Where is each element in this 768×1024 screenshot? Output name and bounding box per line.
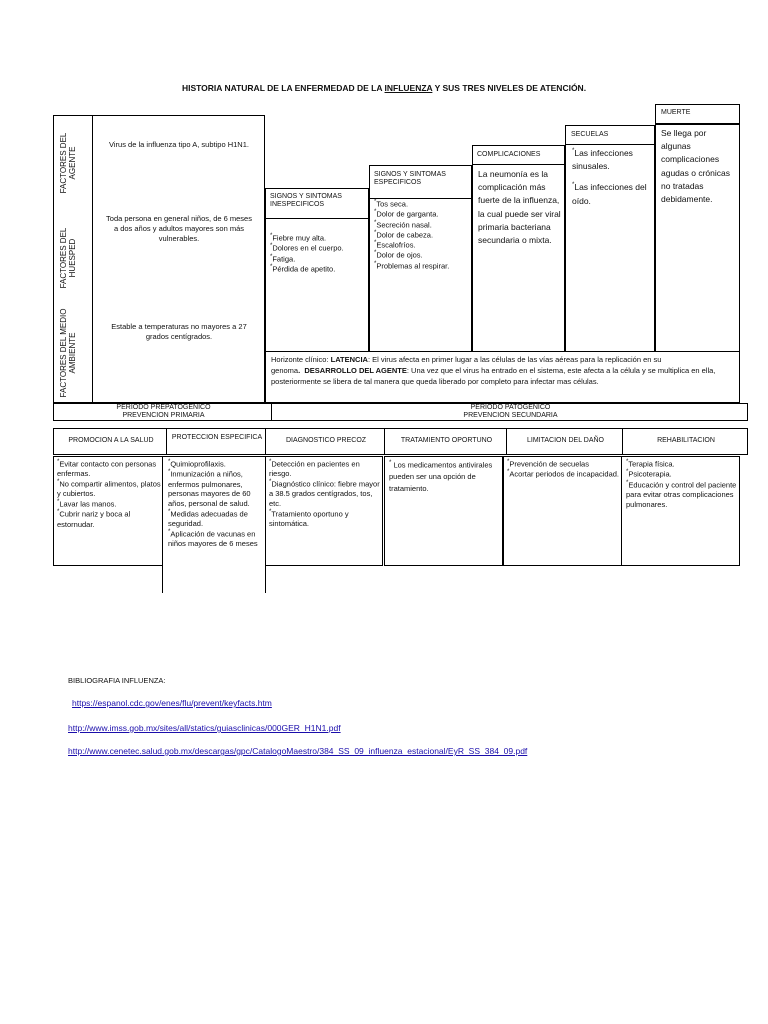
list-item: *Tratamiento oportuno y sintomática.	[269, 508, 349, 528]
list-item: *Quimioprofilaxis.	[168, 459, 226, 469]
muerte-text: Se llega por algunas complicaciones agudas o crónicas no tratadas debidamente.	[661, 128, 730, 204]
especificos-body	[369, 198, 472, 352]
list-item: *Lavar las manos.	[57, 499, 117, 509]
bibliography-link-cdc[interactable]: https://espanol.cdc.gov/enes/flu/prevent/keyfacts.htm	[72, 698, 272, 708]
header-proteccion: PROTECCION ESPECIFICA	[166, 428, 266, 455]
especificos-label: SIGNOS Y SINTOMAS ESPECIFICOS	[374, 171, 446, 187]
prepatogenico-label: PERIODO PREPATOGENICO	[116, 404, 211, 411]
body-promocion	[53, 456, 163, 566]
bibliography-label: BIBLIOGRAFIA INFLUENZA:	[68, 676, 166, 685]
list-item: *Fiebre muy alta.	[270, 233, 327, 243]
bibliography-link-imss[interactable]: http://www.imss.gob.mx/sites/all/statics/guiasclinicas/000GER_H1N1.pdf	[68, 723, 341, 733]
factor-huesped-label: FACTORES DEL HUESPED	[59, 227, 78, 289]
prevencion-primaria-label: PREVENCION PRIMARIA	[122, 412, 205, 419]
complicaciones-header	[472, 145, 565, 165]
list-item: *Prevención de secuelas	[507, 459, 589, 469]
inespecificos-label: SIGNOS Y SINTOMAS INESPECIFICOS	[270, 193, 342, 209]
horizonte-clinico	[265, 351, 740, 403]
list-item: *Dolor de cabeza.	[374, 229, 434, 240]
list-item: *Pérdida de apetito.	[270, 263, 336, 274]
factors-label-column	[53, 115, 93, 403]
list-item: *Las infecciones del oído.	[572, 182, 647, 206]
muerte-label: MUERTE	[661, 109, 691, 116]
list-item: * Los medicamentos antivirales pueden ser una opción de tratamiento.	[389, 460, 493, 493]
inespecificos-header	[265, 188, 369, 219]
periodo-patogenico	[271, 403, 748, 421]
header-rehabilitacion: REHABILITACION	[622, 428, 748, 455]
prevencion-secundaria-label: PREVENCION SECUNDARIA	[463, 412, 558, 419]
factors-text-column	[92, 115, 265, 403]
muerte-body	[655, 124, 740, 352]
header-tratamiento: TRATAMIENTO OPORTUNO	[384, 428, 507, 455]
factor-huesped-text: Toda persona en general niños, de 6 meses a dos años y adultos mayores son más vulnerables.	[106, 214, 252, 243]
patogenico-label: PERIODO PATOGENICO	[470, 404, 551, 411]
body-rehabilitacion	[621, 456, 740, 566]
list-item: *Aplicación de vacunas en niños mayores de 6 meses	[168, 528, 258, 548]
inespecificos-list	[270, 233, 366, 274]
body-tratamiento	[384, 456, 503, 566]
list-item: *Cubrir nariz y boca al estornudar.	[57, 509, 131, 529]
list-item: *Diagnóstico clínico: fiebre mayor a 38.5 grados centígrados, tos, etc.	[269, 479, 380, 508]
title-suffix: Y SUS TRES NIVELES DE ATENCIÓN.	[432, 83, 587, 93]
factor-agente-label: FACTORES DEL AGENTE	[59, 132, 78, 194]
list-item: *Inmunización a niños, enfermos pulmonares, personas mayores de 60 años, personal de salud.	[168, 469, 251, 508]
especificos-header	[369, 165, 472, 199]
list-item: *Evitar contacto con personas enfermas.	[57, 459, 157, 479]
list-item: *Fatiga.	[270, 253, 296, 263]
list-item: *Problemas al respirar.	[374, 260, 450, 270]
list-item: *Educación y control del paciente para evitar otras complicaciones pulmonares.	[626, 479, 737, 509]
list-item: *Dolores en el cuerpo.	[270, 243, 344, 253]
title-prefix: HISTORIA NATURAL DE LA ENFERMEDAD DE LA	[181, 83, 385, 93]
horizonte-text: Horizonte clínico: LATENCIA: El virus afecta en primer lugar a las células de las vías aéreas para la replicación en su genoma. DESARROLLO DEL AGENTE: Una vez que el virus ha entrado en el sistema, este afecta a la célula y se multiplica en ella, posteriormente se libera de tal manera que queda liberado por completo para infectar mas células.	[271, 355, 716, 386]
body-limitacion	[503, 456, 622, 566]
header-diagnostico: DIAGNOSTICO PRECOZ	[265, 428, 385, 455]
complicaciones-body	[472, 164, 565, 352]
complicaciones-label: COMPLICACIONES	[477, 151, 541, 158]
title-underlined: INFLUENZA	[384, 83, 433, 93]
muerte-header	[655, 104, 740, 124]
list-item: *No compartir alimentos, platos y cubiertos.	[57, 479, 161, 499]
header-promocion: PROMOCION A LA SALUD	[53, 428, 167, 455]
periodo-prepatogenico	[53, 403, 272, 421]
list-item: *Las infecciones sinusales.	[572, 148, 633, 172]
list-item: *Detección en pacientes en riesgo.	[269, 459, 360, 479]
list-item: *Psicoterapia.	[626, 469, 672, 479]
list-item: *Dolor de garganta.	[374, 209, 439, 219]
list-item: *Escalofríos.	[374, 240, 416, 250]
secuelas-header	[565, 125, 655, 145]
list-item: *Acortar periodos de incapacidad.	[507, 469, 619, 479]
page-title	[0, 83, 768, 93]
bibliography-link-cenetec[interactable]: http://www.cenetec.salud.gob.mx/descargas/gpc/CatalogoMaestro/384_SS_09_influenza_estacional/EyR_SS_384_09.pdf	[68, 746, 528, 756]
complicaciones-text: La neumonía es la complicación más fuerte de la influenza, la cual puede ser viral primaria bacteriana secundaria o mixta.	[478, 169, 561, 245]
body-proteccion	[162, 456, 266, 593]
especificos-list	[374, 199, 470, 271]
body-diagnostico	[265, 456, 383, 566]
factor-agente-text: Virus de la influenza tipo A, subtipo H1N1.	[109, 140, 249, 149]
list-item: *Terapia física.	[626, 459, 675, 469]
list-item: *Secreción nasal.	[374, 219, 432, 229]
secuelas-list	[572, 147, 652, 208]
factor-ambiente-label: FACTORES DEL MEDIO AMBIENTE	[59, 308, 78, 398]
list-item: *Medidas adecuadas de seguridad.	[168, 508, 248, 528]
factor-ambiente-text: Estable a temperaturas no mayores a 27 grados centígrados.	[111, 322, 247, 341]
secuelas-body	[565, 144, 655, 352]
inespecificos-body	[265, 218, 369, 352]
secuelas-label: SECUELAS	[571, 131, 609, 138]
list-item: *Tos seca.	[374, 199, 409, 209]
list-item: *Dolor de ojos.	[374, 250, 423, 260]
header-limitacion: LIMITACION DEL DAÑO	[506, 428, 623, 455]
